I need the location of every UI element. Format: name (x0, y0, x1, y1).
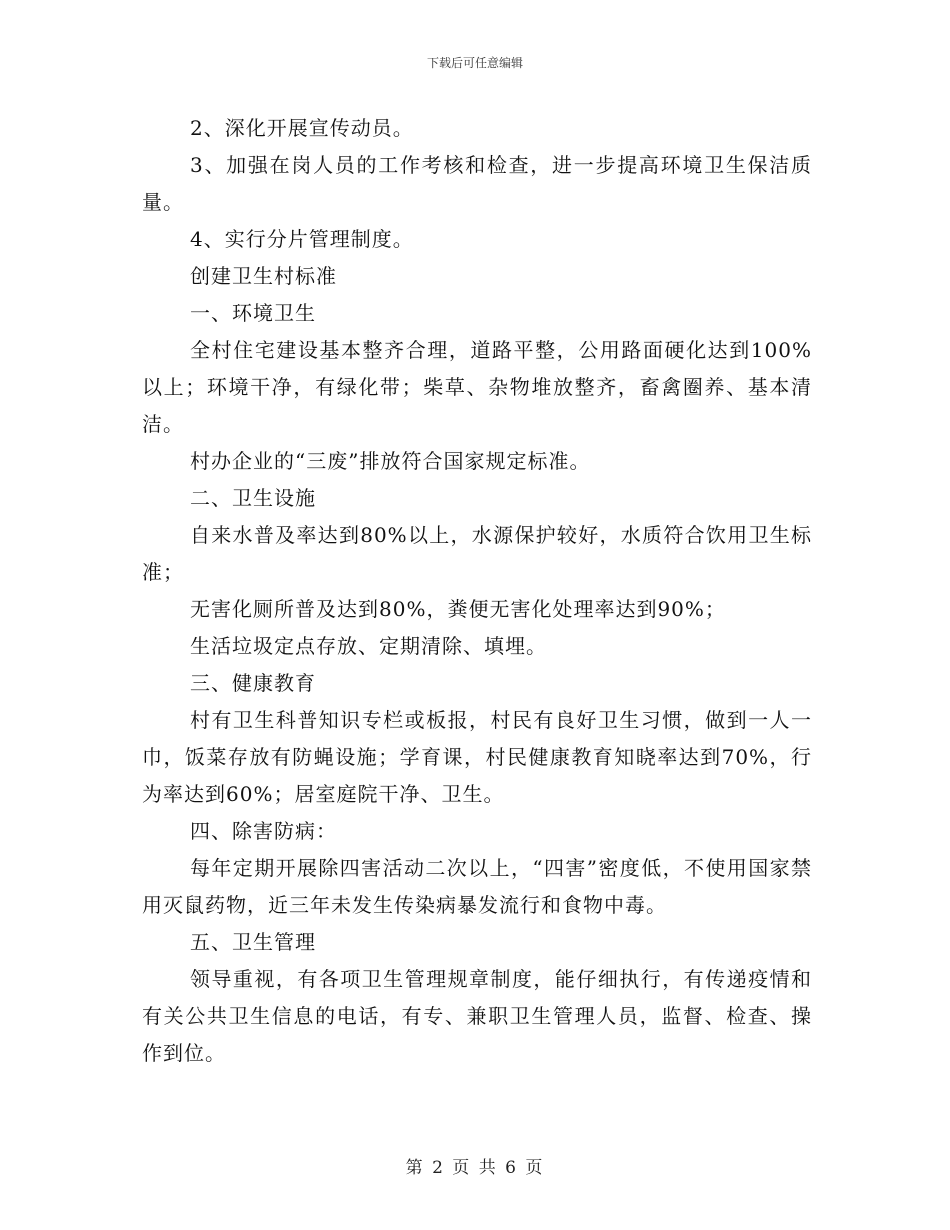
section-heading: 三、健康教育 (190, 671, 316, 695)
paragraph: 全村住宅建设基本整齐合理，道路平整，公用路面硬化达到100%以上；环境干净，有绿化带；柴草、杂物堆放整齐，畜禽圈养、基本清洁。 (142, 338, 812, 436)
section-title: 创建卫生村标准 (190, 264, 337, 288)
paragraph: 领导重视，有各项卫生管理规章制度，能仔细执行，有传递疫情和有关公共卫生信息的电话，有专、兼职卫生管理人员，监督、检查、操作到位。 (142, 967, 812, 1065)
paragraph: 每年定期开展除四害活动二次以上，“四害”密度低，不使用国家禁用灭鼠药物，近三年未发生传染病暴发流行和食物中毒。 (142, 856, 812, 917)
paragraph: 4、实行分片管理制度。 (190, 227, 414, 251)
paragraph: 2、深化开展宣传动员。 (190, 116, 414, 140)
section-heading: 五、卫生管理 (190, 930, 316, 954)
paragraph: 无害化厕所普及达到80%，粪便无害化处理率达到90%； (190, 597, 726, 621)
page-number-footer: 第 2 页 共 6 页 (405, 1158, 545, 1178)
document-body (142, 110, 812, 1072)
paragraph: 自来水普及率达到80%以上，水源保护较好，水质符合饮用卫生标准； (142, 523, 812, 584)
section-heading: 四、除害防病： (190, 819, 337, 843)
section-heading: 一、环境卫生 (190, 301, 316, 325)
paragraph: 村办企业的“三废”排放符合国家规定标准。 (190, 449, 591, 473)
paragraph: 村有卫生科普知识专栏或板报，村民有良好卫生习惯，做到一人一巾，饭菜存放有防蝇设施；学育课，村民健康教育知晓率达到70%，行为率达到60%；居室庭院干净、卫生。 (142, 708, 812, 806)
section-heading: 二、卫生设施 (190, 486, 316, 510)
page-header-note: 下载后可任意编辑 (426, 56, 523, 70)
paragraph: 3、加强在岗人员的工作考核和检查，进一步提高环境卫生保洁质量。 (142, 153, 812, 214)
paragraph: 生活垃圾定点存放、定期清除、填埋。 (190, 634, 547, 658)
